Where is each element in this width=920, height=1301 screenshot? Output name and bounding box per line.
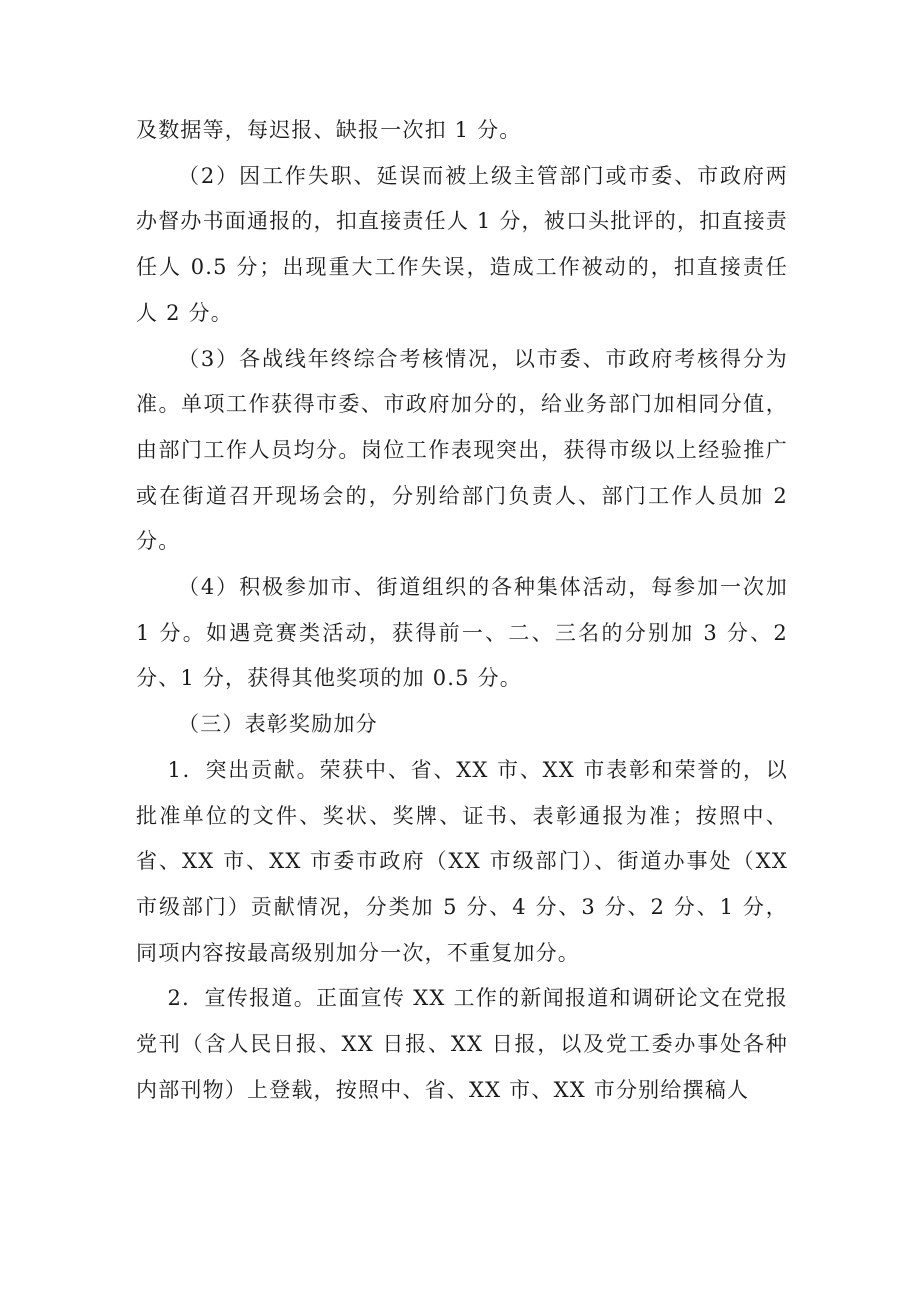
paragraph-item-2: （2）因工作失职、延误而被上级主管部门或市委、市政府两办督办书面通报的，扣直接责任人 1 分，被口头批评的，扣直接责任人 0.5 分；出现重大工作失误，造成工作被动的，扣直接责任人 2 分。: [136, 163, 788, 325]
paragraph-continuation: 及数据等，每迟报、缺报一次扣 1 分。: [136, 118, 522, 142]
paragraph-item-3: （3）各战线年终综合考核情况，以市委、市政府考核得分为准。单项工作获得市委、市政府加分的，给业务部门加相同分值，由部门工作人员均分。岗位工作表现突出，获得市级以上经验推广或在街道召开现场会的，分别给部门负责人、部门工作人员加 2 分。: [136, 346, 788, 554]
section-heading: （三）表彰奖励加分: [178, 712, 378, 737]
paragraph-contribution: 1．突出贡献。荣获中、省、XX 市、XX 市表彰和荣誉的，以批准单位的文件、奖状、奖牌、证书、表彰通报为准；按照中、省、XX 市、XX 市委市政府（XX 市级部门）、街道办事处（XX 市级部门）贡献情况，分类加 5 分、4 分、3 分、2 分、1 分，同项内容按最高级别加分一次，不重复加分。: [136, 757, 788, 965]
paragraph-publicity: 2．宣传报道。正面宣传 XX 工作的新闻报道和调研论文在党报党刊（含人民日报、XX 日报、XX 日报，以及党工委办事处各种内部刊物）上登载，按照中、省、XX 市、XX 市分别给撰稿人: [136, 986, 788, 1102]
paragraph-item-4: （4）积极参加市、街道组织的各种集体活动，每参加一次加 1 分。如遇竞赛类活动，获得前一、二、三名的分别加 3 分、2 分、1 分，获得其他奖项的加 0.5 分。: [136, 575, 788, 691]
document-body: [136, 108, 788, 1113]
